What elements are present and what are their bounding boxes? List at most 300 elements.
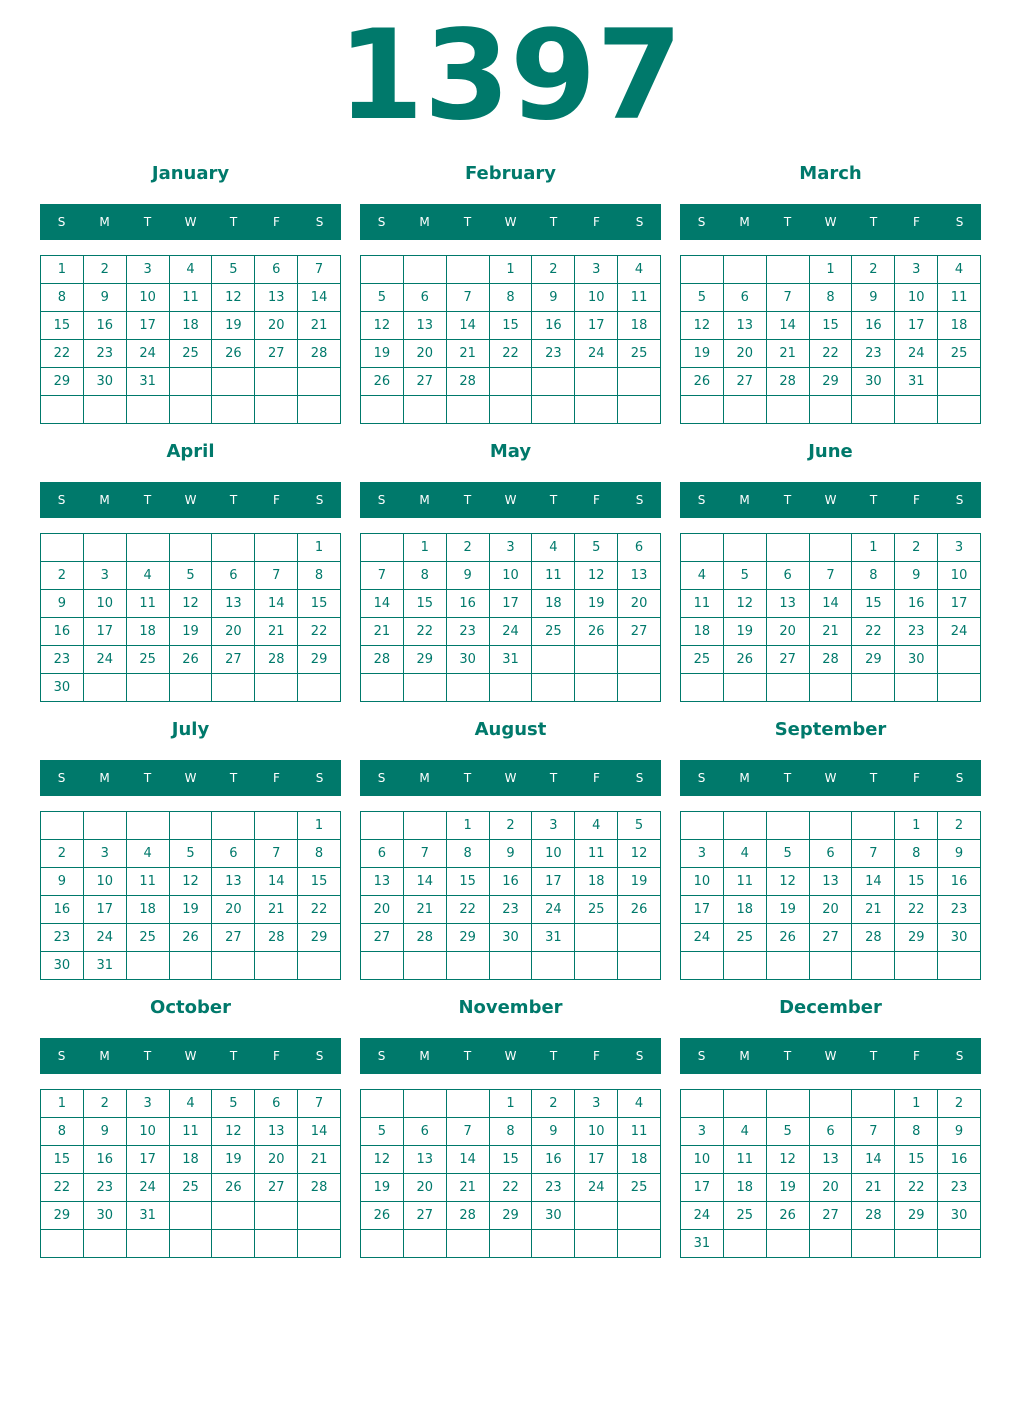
day-cell[interactable]: 2 — [84, 256, 127, 284]
day-cell[interactable]: 17 — [532, 868, 575, 896]
day-cell[interactable]: 6 — [810, 1118, 853, 1146]
day-cell[interactable]: 8 — [490, 284, 533, 312]
day-cell[interactable]: 25 — [532, 618, 575, 646]
day-cell[interactable]: 12 — [170, 590, 213, 618]
day-cell[interactable]: 14 — [298, 1118, 341, 1146]
day-cell[interactable]: 12 — [618, 840, 661, 868]
day-cell[interactable]: 29 — [298, 646, 341, 674]
day-cell[interactable]: 15 — [895, 868, 938, 896]
day-cell[interactable]: 5 — [681, 284, 724, 312]
day-cell[interactable]: 7 — [767, 284, 810, 312]
day-cell[interactable]: 7 — [810, 562, 853, 590]
day-cell[interactable]: 3 — [681, 1118, 724, 1146]
day-cell[interactable]: 13 — [810, 868, 853, 896]
day-cell[interactable]: 3 — [681, 840, 724, 868]
day-cell[interactable]: 21 — [447, 1174, 490, 1202]
day-cell[interactable]: 25 — [575, 896, 618, 924]
day-cell[interactable]: 11 — [724, 868, 767, 896]
day-cell[interactable]: 30 — [84, 1202, 127, 1230]
day-cell[interactable]: 6 — [255, 1090, 298, 1118]
day-cell[interactable]: 11 — [681, 590, 724, 618]
day-cell[interactable]: 29 — [895, 924, 938, 952]
day-cell[interactable]: 14 — [447, 1146, 490, 1174]
day-cell[interactable]: 16 — [938, 868, 981, 896]
day-cell[interactable]: 28 — [298, 340, 341, 368]
day-cell[interactable]: 2 — [895, 534, 938, 562]
day-cell[interactable]: 29 — [41, 368, 84, 396]
day-cell[interactable]: 20 — [767, 618, 810, 646]
day-cell[interactable]: 4 — [938, 256, 981, 284]
day-cell[interactable]: 27 — [404, 1202, 447, 1230]
day-cell[interactable]: 12 — [170, 868, 213, 896]
day-cell[interactable]: 1 — [895, 1090, 938, 1118]
day-cell[interactable]: 18 — [170, 312, 213, 340]
day-cell[interactable]: 21 — [361, 618, 404, 646]
day-cell[interactable]: 5 — [767, 1118, 810, 1146]
day-cell[interactable]: 10 — [490, 562, 533, 590]
day-cell[interactable]: 29 — [810, 368, 853, 396]
day-cell[interactable]: 23 — [84, 1174, 127, 1202]
day-cell[interactable]: 9 — [938, 1118, 981, 1146]
day-cell[interactable]: 27 — [212, 924, 255, 952]
day-cell[interactable]: 24 — [575, 1174, 618, 1202]
day-cell[interactable]: 23 — [41, 646, 84, 674]
day-cell[interactable]: 31 — [532, 924, 575, 952]
day-cell[interactable]: 12 — [212, 1118, 255, 1146]
day-cell[interactable]: 10 — [895, 284, 938, 312]
day-cell[interactable]: 24 — [575, 340, 618, 368]
day-cell[interactable]: 13 — [361, 868, 404, 896]
day-cell[interactable]: 2 — [41, 840, 84, 868]
day-cell[interactable]: 10 — [938, 562, 981, 590]
day-cell[interactable]: 16 — [84, 1146, 127, 1174]
day-cell[interactable]: 27 — [810, 1202, 853, 1230]
day-cell[interactable]: 28 — [447, 1202, 490, 1230]
day-cell[interactable]: 27 — [255, 1174, 298, 1202]
day-cell[interactable]: 7 — [298, 1090, 341, 1118]
day-cell[interactable]: 16 — [490, 868, 533, 896]
day-cell[interactable]: 10 — [127, 1118, 170, 1146]
day-cell[interactable]: 14 — [852, 868, 895, 896]
day-cell[interactable]: 23 — [895, 618, 938, 646]
day-cell[interactable]: 31 — [895, 368, 938, 396]
day-cell[interactable]: 4 — [170, 256, 213, 284]
day-cell[interactable]: 9 — [532, 1118, 575, 1146]
day-cell[interactable]: 16 — [41, 896, 84, 924]
day-cell[interactable]: 17 — [84, 618, 127, 646]
day-cell[interactable]: 6 — [724, 284, 767, 312]
day-cell[interactable]: 8 — [41, 1118, 84, 1146]
day-cell[interactable]: 13 — [767, 590, 810, 618]
day-cell[interactable]: 2 — [938, 1090, 981, 1118]
day-cell[interactable]: 1 — [895, 812, 938, 840]
day-cell[interactable]: 13 — [212, 868, 255, 896]
day-cell[interactable]: 19 — [170, 618, 213, 646]
day-cell[interactable]: 16 — [852, 312, 895, 340]
day-cell[interactable]: 18 — [618, 312, 661, 340]
day-cell[interactable]: 9 — [532, 284, 575, 312]
day-cell[interactable]: 9 — [447, 562, 490, 590]
day-cell[interactable]: 16 — [447, 590, 490, 618]
day-cell[interactable]: 13 — [212, 590, 255, 618]
day-cell[interactable]: 15 — [404, 590, 447, 618]
day-cell[interactable]: 19 — [767, 896, 810, 924]
day-cell[interactable]: 19 — [681, 340, 724, 368]
day-cell[interactable]: 6 — [212, 840, 255, 868]
day-cell[interactable]: 4 — [681, 562, 724, 590]
day-cell[interactable]: 25 — [170, 1174, 213, 1202]
day-cell[interactable]: 27 — [724, 368, 767, 396]
day-cell[interactable]: 26 — [170, 646, 213, 674]
day-cell[interactable]: 4 — [127, 840, 170, 868]
day-cell[interactable]: 12 — [681, 312, 724, 340]
day-cell[interactable]: 23 — [447, 618, 490, 646]
day-cell[interactable]: 13 — [255, 1118, 298, 1146]
day-cell[interactable]: 17 — [127, 1146, 170, 1174]
day-cell[interactable]: 19 — [575, 590, 618, 618]
day-cell[interactable]: 24 — [681, 1202, 724, 1230]
day-cell[interactable]: 23 — [938, 1174, 981, 1202]
day-cell[interactable]: 17 — [490, 590, 533, 618]
day-cell[interactable]: 11 — [575, 840, 618, 868]
day-cell[interactable]: 3 — [895, 256, 938, 284]
day-cell[interactable]: 9 — [895, 562, 938, 590]
day-cell[interactable]: 8 — [298, 840, 341, 868]
day-cell[interactable]: 22 — [41, 340, 84, 368]
day-cell[interactable]: 14 — [255, 590, 298, 618]
day-cell[interactable]: 21 — [810, 618, 853, 646]
day-cell[interactable]: 6 — [767, 562, 810, 590]
day-cell[interactable]: 22 — [810, 340, 853, 368]
day-cell[interactable]: 10 — [575, 284, 618, 312]
day-cell[interactable]: 24 — [895, 340, 938, 368]
day-cell[interactable]: 31 — [84, 952, 127, 980]
day-cell[interactable]: 29 — [447, 924, 490, 952]
day-cell[interactable]: 13 — [404, 1146, 447, 1174]
day-cell[interactable]: 30 — [852, 368, 895, 396]
day-cell[interactable]: 5 — [212, 256, 255, 284]
day-cell[interactable]: 26 — [767, 1202, 810, 1230]
day-cell[interactable]: 26 — [575, 618, 618, 646]
day-cell[interactable]: 1 — [810, 256, 853, 284]
day-cell[interactable]: 13 — [810, 1146, 853, 1174]
day-cell[interactable]: 20 — [404, 1174, 447, 1202]
day-cell[interactable]: 23 — [938, 896, 981, 924]
day-cell[interactable]: 3 — [127, 1090, 170, 1118]
day-cell[interactable]: 1 — [404, 534, 447, 562]
day-cell[interactable]: 29 — [298, 924, 341, 952]
day-cell[interactable]: 24 — [681, 924, 724, 952]
day-cell[interactable]: 24 — [938, 618, 981, 646]
day-cell[interactable]: 12 — [767, 868, 810, 896]
day-cell[interactable]: 26 — [361, 1202, 404, 1230]
day-cell[interactable]: 5 — [212, 1090, 255, 1118]
day-cell[interactable]: 27 — [404, 368, 447, 396]
day-cell[interactable]: 1 — [298, 812, 341, 840]
day-cell[interactable]: 3 — [575, 1090, 618, 1118]
day-cell[interactable]: 9 — [490, 840, 533, 868]
day-cell[interactable]: 8 — [404, 562, 447, 590]
day-cell[interactable]: 3 — [490, 534, 533, 562]
day-cell[interactable]: 25 — [618, 1174, 661, 1202]
day-cell[interactable]: 1 — [490, 1090, 533, 1118]
day-cell[interactable]: 4 — [724, 840, 767, 868]
day-cell[interactable]: 16 — [41, 618, 84, 646]
day-cell[interactable]: 18 — [170, 1146, 213, 1174]
day-cell[interactable]: 7 — [298, 256, 341, 284]
day-cell[interactable]: 9 — [84, 284, 127, 312]
day-cell[interactable]: 20 — [404, 340, 447, 368]
day-cell[interactable]: 23 — [532, 1174, 575, 1202]
day-cell[interactable]: 7 — [361, 562, 404, 590]
day-cell[interactable]: 2 — [447, 534, 490, 562]
day-cell[interactable]: 16 — [532, 1146, 575, 1174]
day-cell[interactable]: 21 — [298, 1146, 341, 1174]
day-cell[interactable]: 28 — [255, 924, 298, 952]
day-cell[interactable]: 18 — [127, 896, 170, 924]
day-cell[interactable]: 29 — [852, 646, 895, 674]
day-cell[interactable]: 2 — [490, 812, 533, 840]
day-cell[interactable]: 24 — [84, 924, 127, 952]
day-cell[interactable]: 29 — [404, 646, 447, 674]
day-cell[interactable]: 3 — [575, 256, 618, 284]
day-cell[interactable]: 4 — [532, 534, 575, 562]
day-cell[interactable]: 15 — [447, 868, 490, 896]
day-cell[interactable]: 6 — [810, 840, 853, 868]
day-cell[interactable]: 14 — [447, 312, 490, 340]
day-cell[interactable]: 21 — [298, 312, 341, 340]
day-cell[interactable]: 19 — [361, 340, 404, 368]
day-cell[interactable]: 10 — [84, 868, 127, 896]
day-cell[interactable]: 12 — [361, 312, 404, 340]
day-cell[interactable]: 25 — [724, 924, 767, 952]
day-cell[interactable]: 30 — [490, 924, 533, 952]
day-cell[interactable]: 8 — [810, 284, 853, 312]
day-cell[interactable]: 16 — [84, 312, 127, 340]
day-cell[interactable]: 20 — [212, 618, 255, 646]
day-cell[interactable]: 28 — [404, 924, 447, 952]
day-cell[interactable]: 7 — [852, 840, 895, 868]
day-cell[interactable]: 26 — [767, 924, 810, 952]
day-cell[interactable]: 11 — [170, 284, 213, 312]
day-cell[interactable]: 11 — [618, 1118, 661, 1146]
day-cell[interactable]: 20 — [810, 1174, 853, 1202]
day-cell[interactable]: 14 — [361, 590, 404, 618]
day-cell[interactable]: 18 — [575, 868, 618, 896]
day-cell[interactable]: 17 — [681, 896, 724, 924]
day-cell[interactable]: 6 — [255, 256, 298, 284]
day-cell[interactable]: 1 — [298, 534, 341, 562]
day-cell[interactable]: 18 — [938, 312, 981, 340]
day-cell[interactable]: 15 — [852, 590, 895, 618]
day-cell[interactable]: 21 — [852, 896, 895, 924]
day-cell[interactable]: 3 — [84, 562, 127, 590]
day-cell[interactable]: 28 — [298, 1174, 341, 1202]
day-cell[interactable]: 15 — [41, 1146, 84, 1174]
day-cell[interactable]: 27 — [361, 924, 404, 952]
day-cell[interactable]: 25 — [170, 340, 213, 368]
day-cell[interactable]: 22 — [447, 896, 490, 924]
day-cell[interactable]: 29 — [41, 1202, 84, 1230]
day-cell[interactable]: 17 — [575, 1146, 618, 1174]
day-cell[interactable]: 29 — [490, 1202, 533, 1230]
day-cell[interactable]: 12 — [575, 562, 618, 590]
day-cell[interactable]: 10 — [681, 868, 724, 896]
day-cell[interactable]: 7 — [404, 840, 447, 868]
day-cell[interactable]: 8 — [447, 840, 490, 868]
day-cell[interactable]: 22 — [895, 1174, 938, 1202]
day-cell[interactable]: 5 — [361, 284, 404, 312]
day-cell[interactable]: 2 — [852, 256, 895, 284]
day-cell[interactable]: 30 — [84, 368, 127, 396]
day-cell[interactable]: 2 — [532, 1090, 575, 1118]
day-cell[interactable]: 15 — [41, 312, 84, 340]
day-cell[interactable]: 27 — [810, 924, 853, 952]
day-cell[interactable]: 13 — [404, 312, 447, 340]
day-cell[interactable]: 5 — [618, 812, 661, 840]
day-cell[interactable]: 26 — [724, 646, 767, 674]
day-cell[interactable]: 23 — [532, 340, 575, 368]
day-cell[interactable]: 24 — [127, 340, 170, 368]
day-cell[interactable]: 21 — [404, 896, 447, 924]
day-cell[interactable]: 12 — [212, 284, 255, 312]
day-cell[interactable]: 27 — [255, 340, 298, 368]
day-cell[interactable]: 16 — [938, 1146, 981, 1174]
day-cell[interactable]: 28 — [852, 1202, 895, 1230]
day-cell[interactable]: 22 — [895, 896, 938, 924]
day-cell[interactable]: 18 — [724, 1174, 767, 1202]
day-cell[interactable]: 11 — [724, 1146, 767, 1174]
day-cell[interactable]: 15 — [810, 312, 853, 340]
day-cell[interactable]: 1 — [41, 1090, 84, 1118]
day-cell[interactable]: 19 — [361, 1174, 404, 1202]
day-cell[interactable]: 10 — [127, 284, 170, 312]
day-cell[interactable]: 14 — [255, 868, 298, 896]
day-cell[interactable]: 22 — [404, 618, 447, 646]
day-cell[interactable]: 12 — [724, 590, 767, 618]
day-cell[interactable]: 8 — [298, 562, 341, 590]
day-cell[interactable]: 2 — [532, 256, 575, 284]
day-cell[interactable]: 11 — [127, 868, 170, 896]
day-cell[interactable]: 30 — [41, 952, 84, 980]
day-cell[interactable]: 21 — [255, 618, 298, 646]
day-cell[interactable]: 6 — [361, 840, 404, 868]
day-cell[interactable]: 17 — [895, 312, 938, 340]
day-cell[interactable]: 6 — [212, 562, 255, 590]
day-cell[interactable]: 26 — [212, 340, 255, 368]
day-cell[interactable]: 10 — [681, 1146, 724, 1174]
day-cell[interactable]: 21 — [447, 340, 490, 368]
day-cell[interactable]: 30 — [938, 1202, 981, 1230]
day-cell[interactable]: 8 — [895, 840, 938, 868]
day-cell[interactable]: 3 — [84, 840, 127, 868]
day-cell[interactable]: 18 — [681, 618, 724, 646]
day-cell[interactable]: 7 — [852, 1118, 895, 1146]
day-cell[interactable]: 19 — [212, 1146, 255, 1174]
day-cell[interactable]: 30 — [532, 1202, 575, 1230]
day-cell[interactable]: 30 — [938, 924, 981, 952]
day-cell[interactable]: 19 — [170, 896, 213, 924]
day-cell[interactable]: 7 — [447, 284, 490, 312]
day-cell[interactable]: 18 — [532, 590, 575, 618]
day-cell[interactable]: 30 — [41, 674, 84, 702]
day-cell[interactable]: 15 — [490, 312, 533, 340]
day-cell[interactable]: 4 — [170, 1090, 213, 1118]
day-cell[interactable]: 9 — [938, 840, 981, 868]
day-cell[interactable]: 3 — [532, 812, 575, 840]
day-cell[interactable]: 11 — [532, 562, 575, 590]
day-cell[interactable]: 15 — [895, 1146, 938, 1174]
day-cell[interactable]: 6 — [404, 284, 447, 312]
day-cell[interactable]: 17 — [127, 312, 170, 340]
day-cell[interactable]: 22 — [490, 1174, 533, 1202]
day-cell[interactable]: 26 — [681, 368, 724, 396]
day-cell[interactable]: 23 — [852, 340, 895, 368]
day-cell[interactable]: 24 — [127, 1174, 170, 1202]
day-cell[interactable]: 7 — [255, 562, 298, 590]
day-cell[interactable]: 4 — [618, 256, 661, 284]
day-cell[interactable]: 10 — [575, 1118, 618, 1146]
day-cell[interactable]: 7 — [447, 1118, 490, 1146]
day-cell[interactable]: 4 — [575, 812, 618, 840]
day-cell[interactable]: 5 — [170, 840, 213, 868]
day-cell[interactable]: 31 — [681, 1230, 724, 1258]
day-cell[interactable]: 26 — [618, 896, 661, 924]
day-cell[interactable]: 20 — [361, 896, 404, 924]
day-cell[interactable]: 17 — [681, 1174, 724, 1202]
day-cell[interactable]: 16 — [532, 312, 575, 340]
day-cell[interactable]: 15 — [298, 590, 341, 618]
day-cell[interactable]: 15 — [490, 1146, 533, 1174]
day-cell[interactable]: 21 — [767, 340, 810, 368]
day-cell[interactable]: 28 — [255, 646, 298, 674]
day-cell[interactable]: 5 — [767, 840, 810, 868]
day-cell[interactable]: 13 — [724, 312, 767, 340]
day-cell[interactable]: 28 — [361, 646, 404, 674]
day-cell[interactable]: 25 — [127, 646, 170, 674]
day-cell[interactable]: 22 — [298, 896, 341, 924]
day-cell[interactable]: 22 — [852, 618, 895, 646]
day-cell[interactable]: 26 — [361, 368, 404, 396]
day-cell[interactable]: 11 — [170, 1118, 213, 1146]
day-cell[interactable]: 30 — [447, 646, 490, 674]
day-cell[interactable]: 25 — [127, 924, 170, 952]
day-cell[interactable]: 3 — [127, 256, 170, 284]
day-cell[interactable]: 9 — [41, 868, 84, 896]
day-cell[interactable]: 20 — [724, 340, 767, 368]
day-cell[interactable]: 11 — [938, 284, 981, 312]
day-cell[interactable]: 19 — [767, 1174, 810, 1202]
day-cell[interactable]: 19 — [724, 618, 767, 646]
day-cell[interactable]: 2 — [41, 562, 84, 590]
day-cell[interactable]: 20 — [212, 896, 255, 924]
day-cell[interactable]: 14 — [852, 1146, 895, 1174]
day-cell[interactable]: 23 — [490, 896, 533, 924]
day-cell[interactable]: 21 — [852, 1174, 895, 1202]
day-cell[interactable]: 17 — [938, 590, 981, 618]
day-cell[interactable]: 9 — [84, 1118, 127, 1146]
day-cell[interactable]: 1 — [447, 812, 490, 840]
day-cell[interactable]: 18 — [618, 1146, 661, 1174]
day-cell[interactable]: 17 — [575, 312, 618, 340]
day-cell[interactable]: 26 — [170, 924, 213, 952]
day-cell[interactable]: 8 — [41, 284, 84, 312]
day-cell[interactable]: 31 — [127, 1202, 170, 1230]
day-cell[interactable]: 5 — [170, 562, 213, 590]
day-cell[interactable]: 22 — [298, 618, 341, 646]
day-cell[interactable]: 2 — [938, 812, 981, 840]
day-cell[interactable]: 25 — [724, 1202, 767, 1230]
